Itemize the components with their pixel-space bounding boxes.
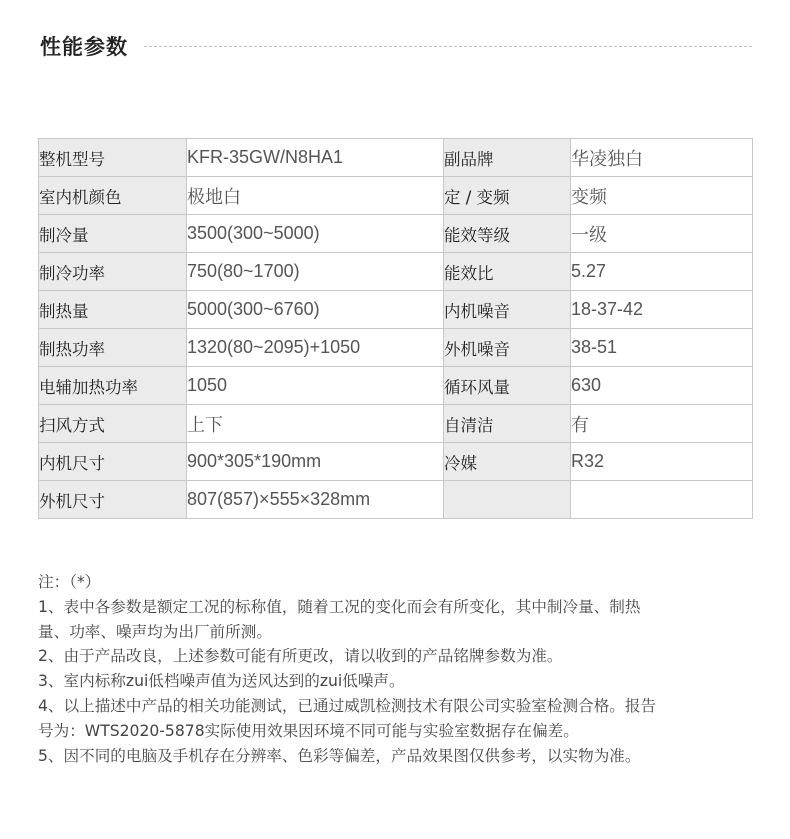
note-line: 3、室内标称zui低档噪声值为送风达到的zui低噪声。 [38,672,405,691]
spec-label: 制冷量 [39,215,187,253]
spec-label: 制冷功率 [39,253,187,291]
table-row [39,253,753,291]
spec-table [38,138,753,519]
spec-label: 电辅加热功率 [39,367,187,405]
spec-label: 自清洁 [444,405,571,443]
spec-value: 极地白 [187,177,444,215]
spec-value: 1320(80~2095)+1050 [187,329,444,367]
note-line: 量、功率、噪声均为出厂前所测。 [38,622,272,641]
spec-label-empty [444,481,571,519]
note-line: 4、以上描述中产品的相关功能测试，已通过威凯检测技术有限公司实验室检测合格。报告 [38,696,657,715]
table-row [39,215,753,253]
spec-value: 有 [571,405,753,443]
table-row [39,481,753,519]
table-row [39,329,753,367]
spec-value: 3500(300~5000) [187,215,444,253]
spec-label: 制热量 [39,291,187,329]
spec-value: R32 [571,443,753,481]
spec-label: 副品牌 [444,139,571,177]
spec-label: 室内机颜色 [39,177,187,215]
spec-label: 循环风量 [444,367,571,405]
spec-label: 内机尺寸 [39,443,187,481]
table-row [39,139,753,177]
section-header [40,30,752,62]
spec-label: 定 / 变频 [444,177,571,215]
spec-label: 内机噪音 [444,291,571,329]
spec-value: 38-51 [571,329,753,367]
spec-value: 630 [571,367,753,405]
spec-value-empty [571,481,753,519]
note-line: 1、表中各参数是额定工况的标称值，随着工况的变化而会有所变化，其中制冷量、制热 [38,597,641,616]
spec-value: KFR-35GW/N8HA1 [187,139,444,177]
table-row [39,367,753,405]
dashed-divider [144,46,752,47]
spec-value: 华凌独白 [571,139,753,177]
spec-value: 18-37-42 [571,291,753,329]
spec-label: 能效比 [444,253,571,291]
notes-title: 注：（*） [38,573,101,591]
note-line: 5、因不同的电脑及手机存在分辨率、色彩等偏差，产品效果图仅供参考，以实物为准。 [38,746,641,765]
table-row [39,443,753,481]
spec-label: 外机尺寸 [39,481,187,519]
spec-value: 807(857)×555×328mm [187,481,444,519]
spec-value: 5000(300~6760) [187,291,444,329]
note-line: 号为：WTS2020-5878实际使用效果因环境不同可能与实验室数据存在偏差。 [38,721,579,740]
table-row [39,291,753,329]
section-title: 性能参数 [40,35,128,59]
table-row [39,405,753,443]
spec-value: 900*305*190mm [187,443,444,481]
spec-value: 一级 [571,215,753,253]
note-line: 2、由于产品改良，上述参数可能有所更改，请以收到的产品铭牌参数为准。 [38,647,563,666]
spec-label: 制热功率 [39,329,187,367]
notes-section [38,570,758,768]
spec-label: 能效等级 [444,215,571,253]
spec-label: 扫风方式 [39,405,187,443]
spec-label: 外机噪音 [444,329,571,367]
spec-value: 1050 [187,367,444,405]
spec-label: 冷媒 [444,443,571,481]
table-row [39,177,753,215]
spec-value: 上下 [187,405,444,443]
spec-value: 750(80~1700) [187,253,444,291]
spec-value: 变频 [571,177,753,215]
spec-value: 5.27 [571,253,753,291]
spec-label: 整机型号 [39,139,187,177]
